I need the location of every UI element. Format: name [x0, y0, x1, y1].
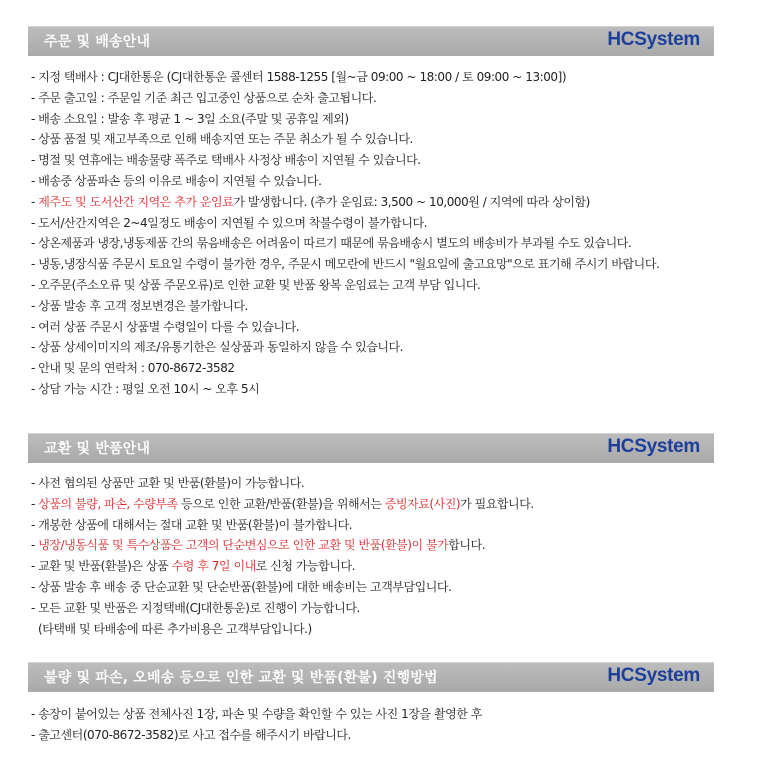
highlight-text: 수령 후 7일 이내 — [171, 559, 256, 574]
line-text: - 모든 교환 및 반품은 지정택배(CJ대한통운)로 진행이 가능합니다. — [31, 600, 360, 615]
info-line — [28, 317, 714, 338]
info-line — [28, 192, 714, 213]
info-line — [28, 67, 714, 88]
line-text: - — [31, 194, 39, 209]
line-text: - 상품 품절 및 재고부족으로 인해 배송지연 또는 주문 취소가 될 수 있습니다. — [31, 132, 413, 147]
info-line — [28, 515, 714, 536]
line-text: - 안내 및 문의 연락처 : 070-8672-3582 — [31, 361, 235, 376]
section-header — [28, 433, 714, 463]
exchange-return-section — [28, 433, 714, 639]
section-title: 교환 및 반품안내 — [44, 441, 151, 457]
info-list — [28, 704, 714, 746]
info-line — [28, 494, 714, 515]
hcsystem-logo: HCSystem — [607, 665, 700, 686]
shipping-info-section — [28, 26, 714, 400]
line-text: - 주문 출고일 : 주문일 기준 최근 입고중인 상품으로 순차 출고됩니다. — [31, 90, 377, 105]
hcsystem-logo: HCSystem — [607, 436, 700, 457]
info-line — [28, 535, 714, 556]
info-line — [28, 254, 714, 275]
highlight-text: 증빙자료(사진) — [384, 496, 461, 511]
line-text: - — [31, 538, 39, 553]
line-text: 합니다. — [448, 538, 486, 553]
line-text: - 배송 소요일 : 발송 후 평균 1 ~ 3일 소요(주말 및 공휴일 제외) — [31, 111, 349, 126]
info-line — [28, 358, 714, 379]
line-text: - 여러 상품 주문시 상품별 수령일이 다를 수 있습니다. — [31, 319, 300, 334]
line-text: - 상품 상세이미지의 제조/유통기한은 실상품과 동일하지 않을 수 있습니다. — [31, 340, 404, 355]
info-list — [28, 473, 714, 639]
info-line — [28, 619, 714, 640]
line-text: 로 신청 가능합니다. — [255, 559, 355, 574]
line-text: - 냉동,냉장식품 주문시 토요일 수령이 불가한 경우, 주문시 메모란에 반드시 "월요일에 출고요망"으로 표기해 주시기 바랍니다. — [31, 257, 660, 272]
line-text: - 배송중 상품파손 등의 이유로 배송이 지연될 수 있습니다. — [31, 173, 322, 188]
highlight-text: 제주도 및 도서산간 지역은 추가 운임료 — [38, 194, 234, 209]
info-line — [28, 556, 714, 577]
line-text: - 상온제품과 냉장,냉동제품 간의 묶음배송은 어려움이 따르기 때문에 묶음배송시 별도의 배송비가 부과될 수도 있습니다. — [31, 236, 632, 251]
info-line — [28, 233, 714, 254]
info-line — [28, 473, 714, 494]
line-text: - — [31, 496, 39, 511]
info-line — [28, 150, 714, 171]
line-text: - 교환 및 반품(환불)은 상품 — [31, 559, 172, 574]
section-header — [28, 26, 714, 56]
info-line — [28, 725, 714, 746]
line-text: - 오주문(주소오류 및 상품 주문오류)로 인한 교환 및 반품 왕복 운임료는 고객 부담 입니다. — [31, 277, 481, 292]
line-text: 등으로 인한 교환/반품(환불)을 위해서는 — [177, 496, 385, 511]
info-line — [28, 109, 714, 130]
line-text: - 상담 가능 시간 : 평일 오전 10시 ~ 오후 5시 — [31, 381, 260, 396]
line-text: - 개봉한 상품에 대해서는 절대 교환 및 반품(환불)이 불가합니다. — [31, 517, 353, 532]
line-text: - 지정 택배사 : CJ대한통운 (CJ대한통운 콜센터 1588-1255 [월~금 09:00 ~ 18:00 / 토 09:00 ~ 13:00]) — [31, 70, 567, 84]
info-line — [28, 213, 714, 234]
section-title: 주문 및 배송안내 — [44, 34, 151, 50]
info-line — [28, 379, 714, 400]
info-line — [28, 171, 714, 192]
info-list — [28, 67, 714, 400]
line-text: - 송장이 붙어있는 상품 전체사진 1장, 파손 및 수량을 확인할 수 있는 사진 1장을 촬영한 후 — [31, 707, 482, 721]
hcsystem-logo: HCSystem — [607, 29, 700, 50]
line-text: - 출고센터(070-8672-3582)로 사고 접수를 해주시기 바랍니다. — [31, 727, 351, 742]
line-text: - 상품 발송 후 고객 정보변경은 불가합니다. — [31, 298, 248, 313]
info-line — [28, 296, 714, 317]
info-line — [28, 337, 714, 358]
line-text: - 사전 협의된 상품만 교환 및 반품(환불)이 가능합니다. — [31, 476, 305, 490]
line-text: 가 발생합니다. (추가 운임료: 3,500 ~ 10,000원 / 지역에 따라 상이함) — [233, 194, 590, 209]
section-title: 불량 및 파손, 오배송 등으로 인한 교환 및 반품(환불) 진행방법 — [44, 670, 438, 686]
info-line — [28, 704, 714, 725]
info-line — [28, 598, 714, 619]
section-header — [28, 662, 714, 692]
highlight-text: 냉장/냉동식품 및 특수상품은 고객의 단순변심으로 인한 교환 및 반품(환불)이 불가 — [38, 538, 449, 553]
info-line — [28, 275, 714, 296]
line-text: (타택배 및 타배송에 따른 추가비용은 고객부담입니다.) — [38, 621, 312, 636]
info-line — [28, 577, 714, 598]
highlight-text: 상품의 불량, 파손, 수량부족 — [38, 496, 178, 511]
defect-procedure-section — [28, 662, 714, 746]
info-line — [28, 88, 714, 109]
line-text: - 명절 및 연휴에는 배송물량 폭주로 택배사 사정상 배송이 지연될 수 있습니다. — [31, 153, 421, 168]
line-text: 가 필요합니다. — [460, 496, 534, 511]
info-line — [28, 129, 714, 150]
line-text: - 상품 발송 후 배송 중 단순교환 및 단순반품(환불)에 대한 배송비는 고객부담입니다. — [31, 579, 452, 594]
line-text: - 도서/산간지역은 2~4일정도 배송이 지연될 수 있으며 착불수령이 불가합니다. — [31, 215, 427, 230]
